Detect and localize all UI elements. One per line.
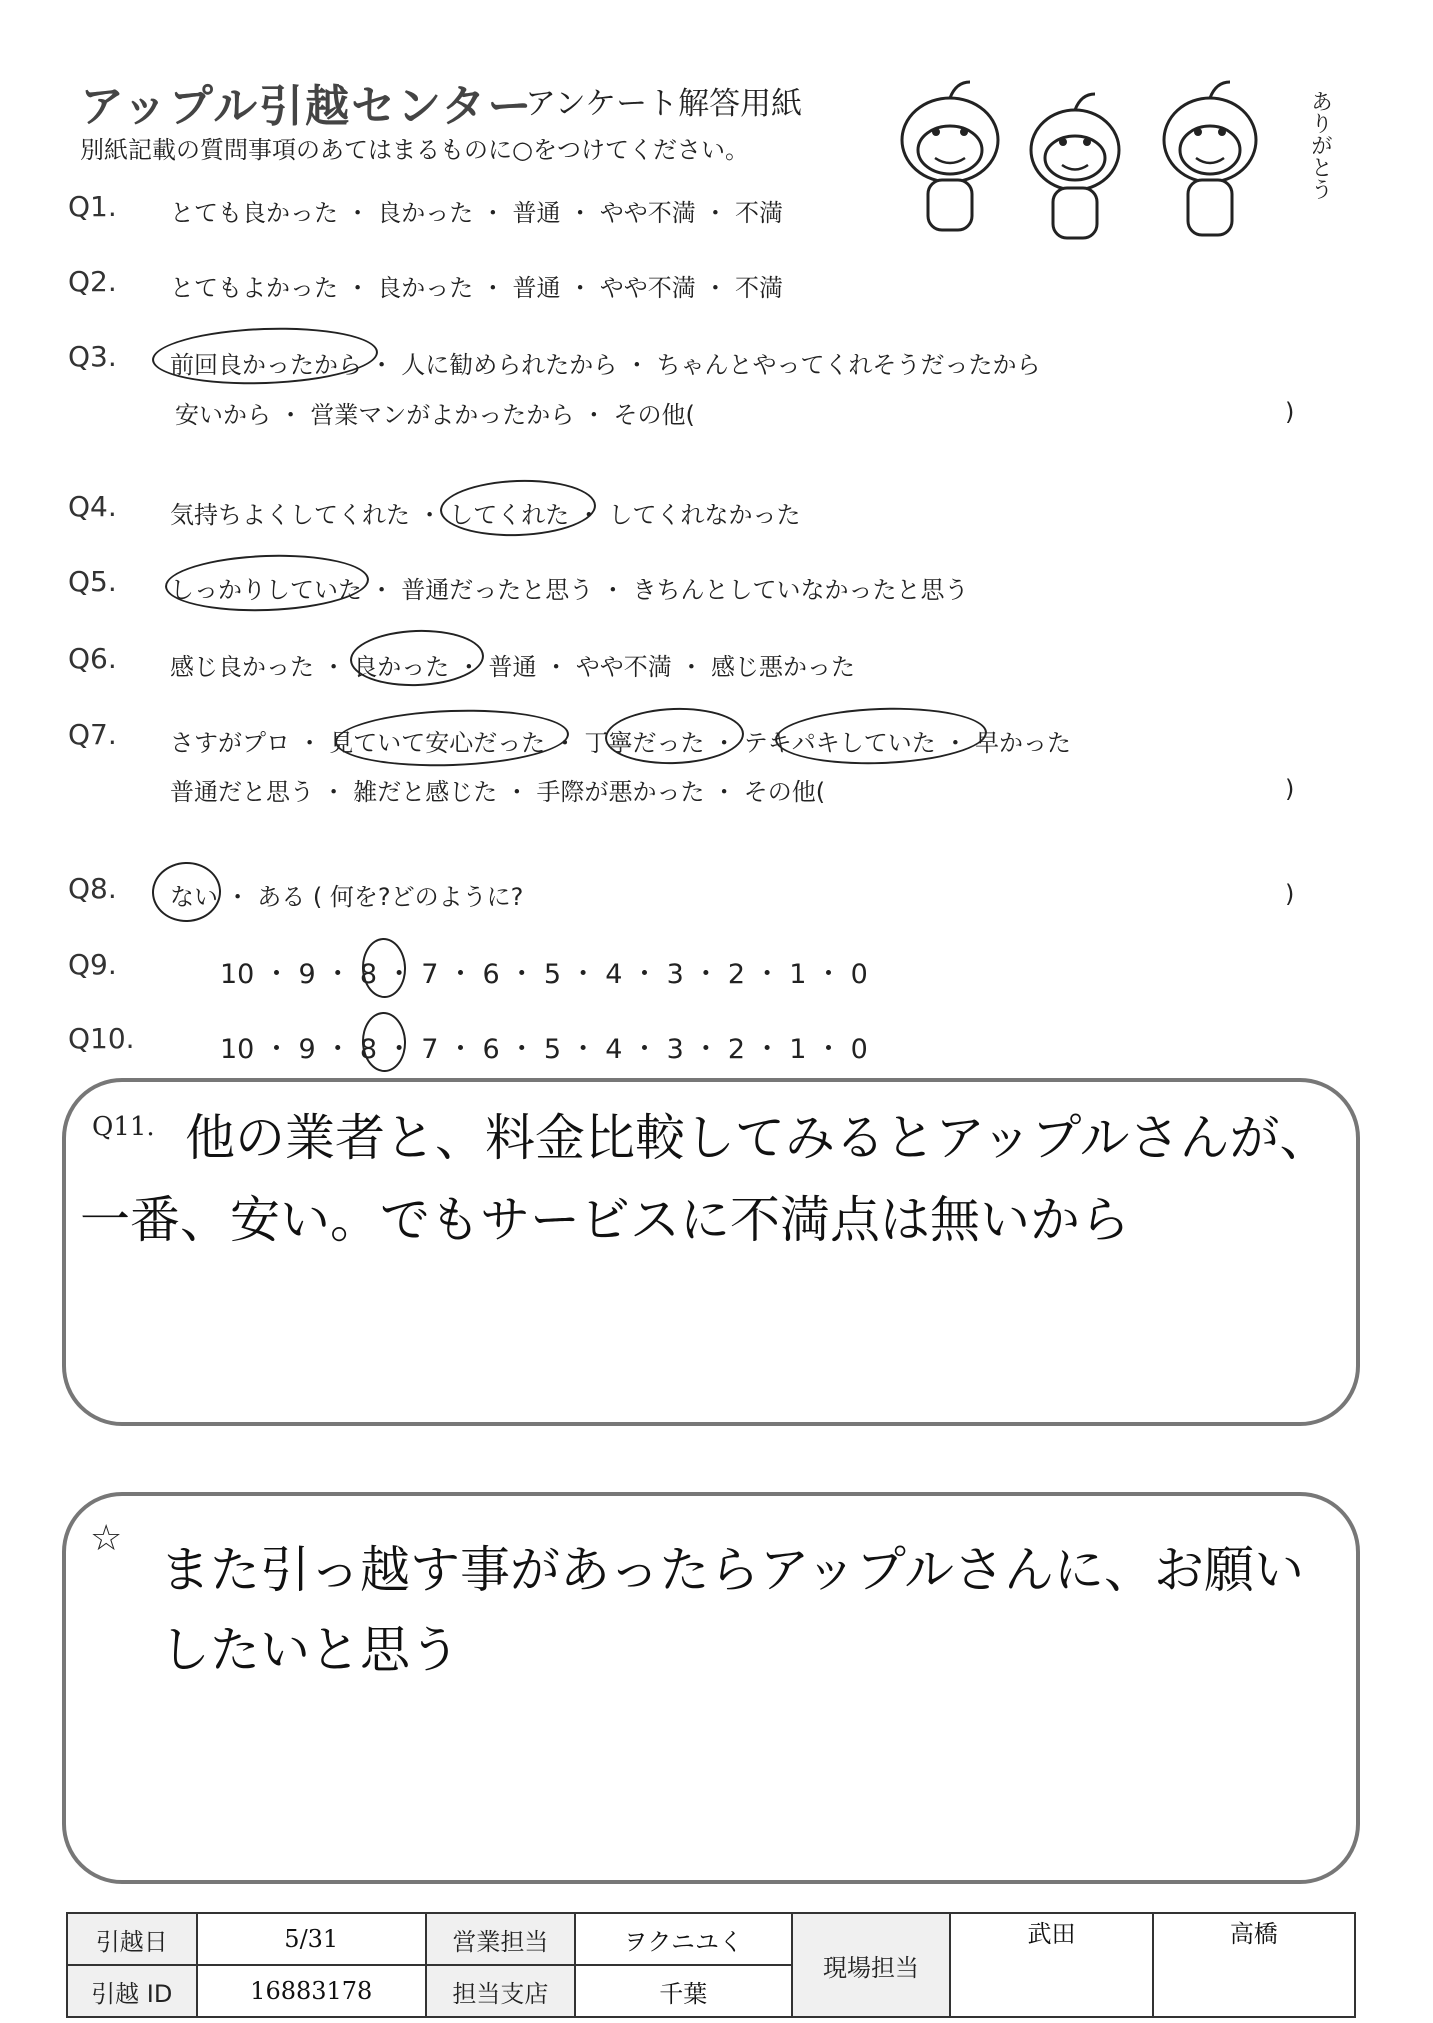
q9-scale: 10 ・ 9 ・ 8 ・ 7 ・ 6 ・ 5 ・ 4 ・ 3 ・ 2 ・ 1 ・ 0 <box>220 959 868 990</box>
q2-options: とてもよかった ・ 良かった ・ 普通 ・ やや不満 ・ 不満 <box>170 274 784 302</box>
branch-label: 担当支店 <box>426 1965 575 2017</box>
q6-number: Q6. <box>68 642 117 675</box>
star-handwriting-line1: また引っ越す事があったらアップルさんに、お願い <box>160 1541 1304 1599</box>
site-staff-label: 現場担当 <box>792 1913 951 2017</box>
q11-handwriting-line1: 他の業者と、料金比較してみるとアップルさんが、 <box>185 1109 1330 1167</box>
q4-options: 気持ちよくしてくれた ・ してくれた ・ してくれなかった <box>170 501 801 529</box>
sales-staff-label: 営業担当 <box>426 1913 575 1965</box>
q3-options-line1: 前回良かったから ・ 人に勧められたから ・ ちゃんとやってくれそうだったから <box>170 351 1041 379</box>
q10-number: Q10. <box>68 1022 135 1055</box>
q11-handwriting-line2: 一番、安い。でもサービスに不満点は無いから <box>80 1191 1130 1249</box>
move-id-value: 16883178 <box>197 1965 426 2017</box>
q7-selection-circle-1 <box>334 706 570 770</box>
brand-title: アップル引越センター <box>80 81 534 132</box>
move-date-value: 5/31 <box>197 1913 426 1965</box>
q1-number: Q1. <box>68 190 117 223</box>
star-icon: ☆ <box>90 1518 123 1559</box>
move-date-label: 引越日 <box>67 1913 197 1965</box>
mascot-illustration <box>880 70 1350 250</box>
q8-selection-circle <box>151 861 222 923</box>
form-subtitle: アンケート解答用紙 <box>525 86 803 122</box>
q11-label: Q11. <box>92 1112 155 1142</box>
site-staff-1: 武田 <box>950 1913 1152 2017</box>
q8-close-paren: ) <box>1285 880 1295 908</box>
star-handwriting-line2: したいと思う <box>160 1621 460 1679</box>
q7-options-line1: さすがプロ ・ 見ていて安心だった ・ 丁寧だった ・ テキパキしていた ・ 早かった <box>170 729 1072 757</box>
move-id-label: 引越 ID <box>67 1965 197 2017</box>
q4-number: Q4. <box>68 490 117 523</box>
q3-number: Q3. <box>68 340 117 373</box>
q10-scale: 10 ・ 9 ・ 8 ・ 7 ・ 6 ・ 5 ・ 4 ・ 3 ・ 2 ・ 1 ・ 0 <box>220 1034 868 1065</box>
sales-staff-value: ヲクニユく <box>575 1913 792 1965</box>
q8-number: Q8. <box>68 872 117 905</box>
q8-options: ない ・ ある ( 何を?どのように? <box>170 883 524 911</box>
site-staff-2: 高橋 <box>1153 1913 1355 2017</box>
q7-number: Q7. <box>68 718 117 751</box>
q2-number: Q2. <box>68 265 117 298</box>
q3-close-paren: ) <box>1285 398 1295 426</box>
q5-number: Q5. <box>68 565 117 598</box>
q6-options: 感じ良かった ・ 良かった ・ 普通 ・ やや不満 ・ 感じ悪かった <box>170 653 856 681</box>
instruction-text: 別紙記載の質問事項のあてはまるものに○をつけてください。 <box>80 136 749 164</box>
q5-selection-circle <box>164 551 370 614</box>
branch-value: 千葉 <box>575 1965 792 2017</box>
q7-selection-circle-3 <box>774 704 988 767</box>
move-info-table <box>66 1912 1356 2018</box>
q3-options-line2: 安いから ・ 営業マンがよかったから ・ その他( <box>175 401 695 429</box>
q9-number: Q9. <box>68 948 117 981</box>
mascot-caption: ありがとう <box>1307 90 1333 200</box>
q1-options: とても良かった ・ 良かった ・ 普通 ・ やや不満 ・ 不満 <box>170 199 784 227</box>
q5-options: しっかりしていた ・ 普通だったと思う ・ きちんとしていなかったと思う <box>170 576 969 604</box>
q7-close-paren: ) <box>1285 775 1295 803</box>
q7-options-line2: 普通だと思う ・ 雑だと感じた ・ 手際が悪かった ・ その他( <box>170 778 826 806</box>
